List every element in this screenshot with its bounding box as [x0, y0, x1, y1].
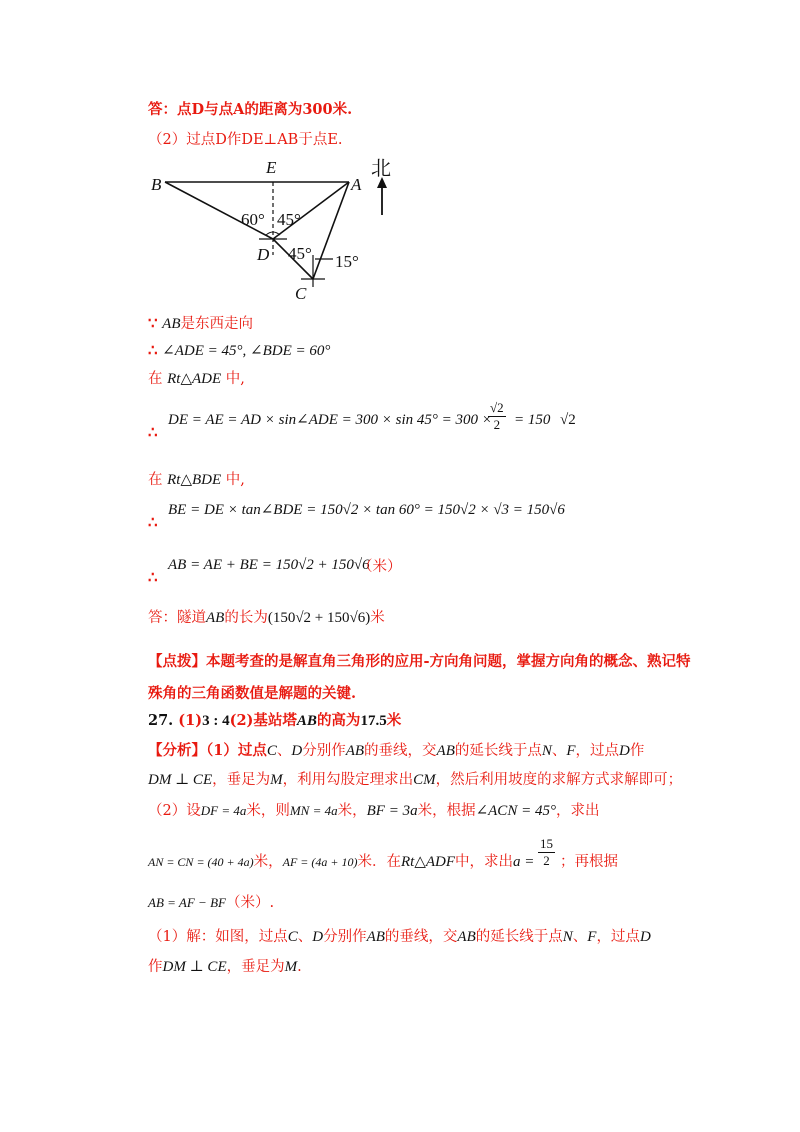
- period: .: [297, 959, 302, 975]
- ab-math: AB: [162, 316, 181, 332]
- text: ，利用勾股定理求出: [282, 772, 414, 788]
- text: 分别作: [323, 929, 367, 945]
- text: ；再根据: [560, 854, 618, 870]
- numerator: 15: [540, 836, 553, 851]
- angle-45-top: 45°: [277, 210, 301, 229]
- text: 作: [148, 959, 163, 975]
- text: ，垂足为: [212, 772, 271, 788]
- dm-perp-ce: DM ⊥ CE: [162, 959, 227, 975]
- analysis-line-3: [148, 801, 599, 821]
- part-2-label: (2)基站塔: [229, 712, 297, 729]
- denominator: 2: [543, 853, 550, 868]
- seg-ab: AB: [436, 743, 455, 759]
- seg-ab: AB: [366, 929, 385, 945]
- a-eq: a =: [513, 854, 535, 870]
- label-c: C: [295, 284, 307, 303]
- therefore-symbol: ∴: [148, 513, 158, 531]
- seg-ab: AB: [345, 743, 365, 759]
- text: 中，求出: [455, 854, 514, 870]
- question-number: 27.: [148, 712, 174, 729]
- point-d: D: [312, 929, 324, 945]
- because-line: [148, 313, 253, 334]
- text: 米，则: [246, 803, 290, 819]
- answer-pre: 答：隧道: [148, 610, 206, 626]
- sep: 、: [551, 743, 567, 759]
- dianbo-line-2: [148, 684, 356, 704]
- point-m: M: [284, 959, 298, 975]
- answer-ab: AB: [206, 610, 225, 626]
- answer-tunnel-length: [148, 608, 385, 628]
- label-e: E: [266, 158, 277, 177]
- angle-15: 15°: [335, 252, 359, 271]
- angle-acn: ∠ACN = 45°: [475, 803, 556, 819]
- sep: 、: [276, 743, 292, 759]
- fraction-numerator: √2: [490, 400, 504, 415]
- dianbo-line-1: [148, 652, 691, 672]
- bf-eq: BF = 3a: [366, 803, 418, 819]
- text: 米，: [253, 854, 283, 870]
- seg-cm: CM: [413, 772, 436, 788]
- point-n: N: [562, 929, 573, 945]
- be-equation: BE = DE × tan∠BDE = 150√2 × tan 60° = 150√2 × √3 = 150√6: [168, 502, 565, 518]
- in-rt-bde-line: [148, 470, 245, 490]
- af-eq: AF = (4a + 10): [282, 855, 358, 869]
- text: 的垂线，交: [364, 743, 437, 759]
- fraction-denominator: 2: [493, 417, 501, 432]
- zhong-text: 中,: [225, 472, 245, 488]
- tower-ab: AB: [296, 713, 317, 729]
- dianbo-text-1: 【点拨】本题考查的是解直角三角形的应用-方向角问题，掌握方向角的概念、熟记特: [148, 653, 691, 670]
- analysis-line-2: [148, 770, 682, 790]
- text: （2）设: [148, 803, 201, 819]
- in-rt-ade-line: [148, 369, 245, 389]
- in-text: 在: [148, 371, 163, 387]
- rt-bde-math: Rt△BDE: [167, 472, 222, 488]
- mn-eq: MN = 4a: [289, 803, 338, 818]
- answer-distance-da: [148, 100, 352, 120]
- de-equation: DE = AE = AD × sin∠ADE = 300 × sin 45° = 300 ×: [168, 412, 492, 428]
- sqrt2-over-2-fraction: [488, 400, 506, 433]
- in-text: 在: [148, 472, 163, 488]
- east-west-text: 是东西走向: [180, 316, 253, 332]
- ab-equation: AB = AE + BE = 150√2 + 150√6: [168, 557, 370, 573]
- text: ，过点: [596, 929, 640, 945]
- text: ，垂足为: [226, 959, 285, 975]
- therefore-symbol: ∴: [148, 341, 158, 359]
- point-d: D: [291, 743, 303, 759]
- therefore-symbol: ∴: [148, 568, 158, 586]
- unit-mi: （米）: [358, 559, 402, 575]
- label-b: B: [151, 175, 162, 194]
- zhong-text: 中,: [225, 371, 245, 387]
- df-eq: DF = 4a: [200, 803, 247, 818]
- step-2-construct-de: [148, 130, 343, 150]
- rt-adf: Rt△ADF: [401, 854, 456, 870]
- period: .: [269, 895, 275, 911]
- answer-expr: (150√2 + 150√6): [267, 610, 371, 626]
- dm-perp-ce: DM ⊥ CE: [148, 772, 213, 788]
- text: ，求出: [555, 803, 600, 819]
- ab-af-bf: AB = AF − BF: [148, 895, 226, 910]
- angles-math: ∠ADE = 45°, ∠BDE = 60°: [162, 343, 331, 359]
- text: 的延长线于点: [454, 743, 542, 759]
- solution-line-2: [148, 957, 302, 977]
- point-n: N: [541, 743, 552, 759]
- sep: 、: [572, 929, 588, 945]
- text: ，过点: [575, 743, 620, 759]
- point-c: C: [266, 743, 277, 759]
- text: 米，根据: [417, 803, 476, 819]
- sep: 、: [297, 929, 313, 945]
- point-d: D: [619, 743, 630, 759]
- point-c: C: [287, 929, 298, 945]
- height-unit: 米: [386, 712, 402, 729]
- point-m: M: [270, 772, 283, 788]
- unit: （米）: [225, 895, 270, 911]
- de-equation-tail: = 150: [514, 412, 551, 428]
- fifteen-halves-fraction: [538, 836, 555, 869]
- because-symbol: ∵: [148, 314, 158, 332]
- answer-mid: 的长为: [224, 610, 268, 626]
- angles-line: [148, 340, 330, 361]
- text: 作: [629, 743, 645, 759]
- an-eq: AN = CN = (40 + 4a): [148, 855, 254, 869]
- text: 的延长线于点: [475, 929, 563, 945]
- label-d: D: [257, 245, 270, 264]
- text: 分别作: [302, 743, 346, 759]
- text: 的垂线，交: [384, 929, 458, 945]
- point-f: F: [566, 743, 576, 759]
- text: （1）解：如图，过点: [148, 929, 288, 945]
- question-27-answer: [148, 711, 401, 731]
- answer-post: 米: [370, 610, 385, 626]
- height-label: 的高为: [316, 712, 361, 729]
- analysis-1a: 【分析】（1）过点: [148, 742, 267, 759]
- analysis-line-1: [148, 741, 644, 761]
- label-a: A: [351, 175, 362, 194]
- label-north: 北: [371, 158, 391, 180]
- therefore-symbol: ∴: [148, 423, 158, 441]
- geometry-figure: [145, 155, 405, 305]
- rt-ade-math: Rt△ADE: [167, 371, 222, 387]
- analysis-line-5: [148, 893, 274, 913]
- text: 米，: [337, 803, 367, 819]
- text: ，然后利用坡度的求解方式求解即可；: [435, 772, 683, 788]
- dianbo-text-2: 殊角的三角函数值是解题的关键.: [148, 685, 357, 702]
- text: 米．在: [357, 854, 401, 870]
- angle-60: 60°: [241, 210, 265, 229]
- answer-text: 答：点D与点A的距离为300米.: [148, 101, 353, 118]
- point-d: D: [639, 929, 651, 945]
- ratio-value: 3 : 4: [202, 713, 230, 729]
- de-result-root: √2: [560, 412, 576, 428]
- point-f: F: [587, 929, 597, 945]
- seg-ab: AB: [457, 929, 476, 945]
- part-1-label: (1): [178, 712, 203, 729]
- angle-45-low: 45°: [288, 244, 312, 263]
- height-value: 17.5: [360, 713, 387, 729]
- solution-line-1: [148, 927, 651, 947]
- step-2-text: （2）过点D作DE⊥AB于点E.: [148, 132, 343, 148]
- an-seg: [148, 852, 534, 872]
